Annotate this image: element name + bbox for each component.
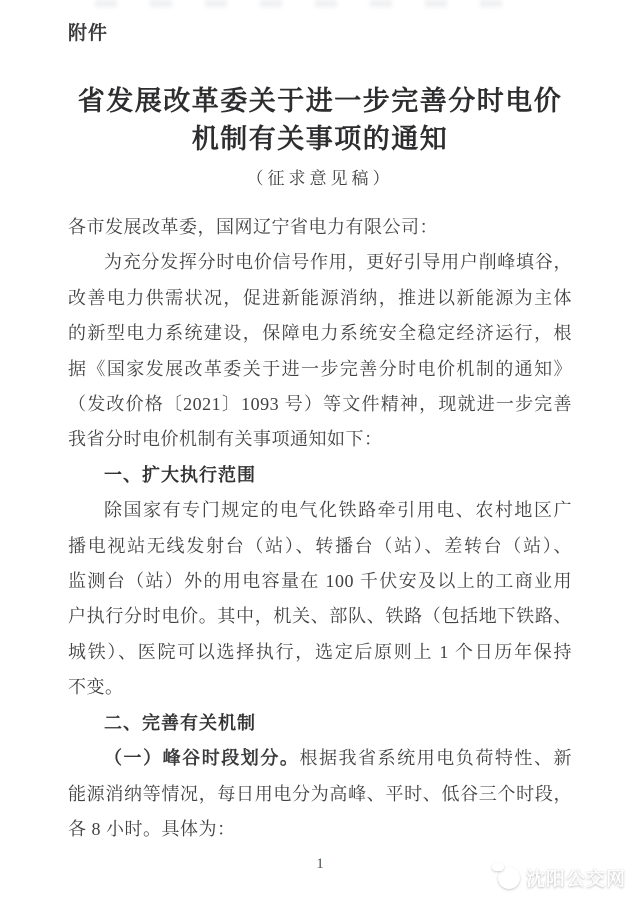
document-line: 为充分发挥分时电价信号作用，更好引导用户削峰填谷， <box>104 252 572 273</box>
bus-logo-icon <box>498 867 520 889</box>
document-body <box>68 210 572 847</box>
document-line: （一）峰谷时段划分。根据我省系统用电负荷特性、新 <box>104 748 573 769</box>
document-line: 我省分时电价机制有关事项通知如下： <box>68 429 383 450</box>
document-line: 不变。 <box>68 677 124 698</box>
document-line: 监测台（站）外的用电容量在 100 千伏安及以上的工商业用 <box>68 571 572 592</box>
document-line: 各市发展改革委，国网辽宁省电力有限公司： <box>68 217 438 237</box>
section-heading: 二、完善有关机制 <box>104 712 256 733</box>
document-line: 城铁）、医院可以选择执行，选定后原则上 1 个日历年保持 <box>68 641 572 662</box>
document-subtitle: （征求意见稿） <box>246 169 394 188</box>
document-title <box>0 82 640 158</box>
document-line: 各 8 小时。具体为： <box>68 818 236 839</box>
watermark <box>498 864 626 891</box>
scan-artifact <box>95 0 525 7</box>
section-heading: 一、扩大执行范围 <box>104 464 256 485</box>
document-title-line-1: 省发展改革委关于进一步完善分时电价 <box>77 86 563 116</box>
document-line: 能源消纳等情况，每日用电分为高峰、平时、低谷三个时段， <box>68 783 572 804</box>
watermark-text: 沈阳公交网 <box>525 869 626 890</box>
page-number: 1 <box>316 856 324 872</box>
subsection-lead: （一）峰谷时段划分。 <box>104 748 300 769</box>
document-title-line-2: 机制有关事项的通知 <box>191 124 449 154</box>
document-line: 播电视站无线发射台（站）、转播台（站）、差转台（站）、 <box>68 535 572 556</box>
document-line: 除国家有专门规定的电气化铁路牵引用电、农村地区广 <box>104 500 572 521</box>
attachment-label: 附件 <box>68 23 109 44</box>
document-line: 户执行分时电价。其中，机关、部队、铁路（包括地下铁路、 <box>68 606 572 627</box>
document-line: 的新型电力系统建设，保障电力系统安全稳定经济运行，根 <box>68 323 572 344</box>
document-line: （发改价格〔2021〕1093 号）等文件精神，现就进一步完善 <box>68 394 572 415</box>
document-line: 据《国家发展改革委关于进一步完善分时电价机制的通知》 <box>68 358 572 379</box>
document-line: 改善电力供需状况，促进新能源消纳，推进以新能源为主体 <box>68 287 572 308</box>
